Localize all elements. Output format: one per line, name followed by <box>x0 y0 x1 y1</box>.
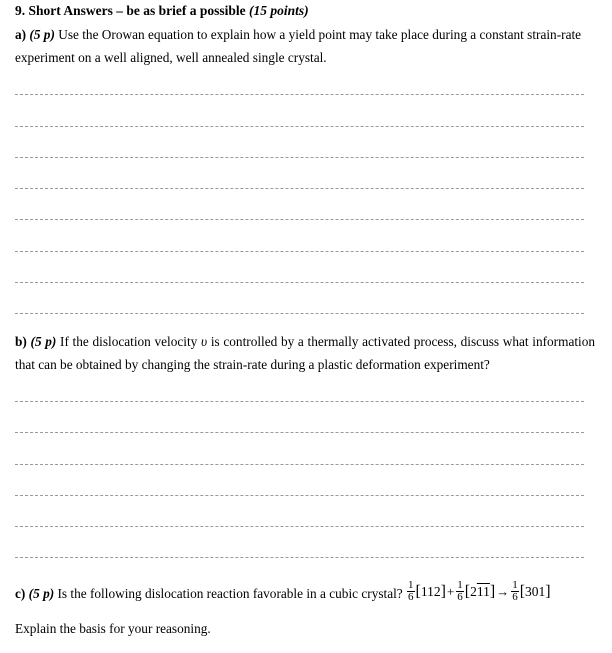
answer-line[interactable] <box>15 401 584 402</box>
burgers-vector-1: [112] <box>415 583 446 601</box>
part-c-followup: Explain the basis for your reasoning. <box>15 621 211 636</box>
answer-line[interactable] <box>15 94 584 95</box>
answer-line[interactable] <box>15 313 584 314</box>
fraction-term-3: $\frac{1}{6}$ <box>512 579 518 604</box>
part-a-prompt <box>15 23 595 69</box>
part-b-prompt <box>15 330 595 376</box>
part-b-text-after: is controlled by a thermally activated process, discuss what information that can be obtained by changing the strain-rate during a plastic deformation experiment? <box>15 334 596 372</box>
fraction-term-1: $\frac{1}{6}$ <box>408 579 414 604</box>
answer-line[interactable] <box>15 464 584 465</box>
plus-sign: + <box>446 584 455 600</box>
arrow-sign: → <box>496 584 510 600</box>
dislocation-reaction <box>406 579 551 603</box>
answer-line[interactable] <box>15 251 584 252</box>
part-b-label: b) (5 p) <box>15 334 57 349</box>
burgers-vector-2: [211] <box>464 583 496 601</box>
question-title <box>15 3 309 19</box>
part-c-label: c) (5 p) <box>15 586 55 601</box>
part-c-prompt <box>15 579 595 607</box>
question-points: (15 points) <box>249 3 309 18</box>
part-c-text: Is the following dislocation reaction favorable in a cubic crystal? <box>57 586 403 601</box>
part-a-text: Use the Orowan equation to explain how a yield point may take place during a constant strain-rate experiment on a well aligned, well annealed single crystal. <box>15 27 582 65</box>
answer-line[interactable] <box>15 188 584 189</box>
answer-line[interactable] <box>15 432 584 433</box>
part-a-label: a) (5 p) <box>15 27 55 42</box>
answer-line[interactable] <box>15 557 584 558</box>
part-b-text-before: If the dislocation velocity <box>60 334 198 349</box>
answer-line[interactable] <box>15 495 584 496</box>
answer-line[interactable] <box>15 126 584 127</box>
answer-line[interactable] <box>15 219 584 220</box>
answer-line[interactable] <box>15 157 584 158</box>
answer-line[interactable] <box>15 526 584 527</box>
answer-line[interactable] <box>15 282 584 283</box>
fraction-term-2: $\frac{1}{6}$ <box>457 579 463 604</box>
burgers-vector-3: [301] <box>519 583 551 601</box>
velocity-symbol: υ <box>201 334 208 349</box>
question-heading: 9. Short Answers – be as brief a possible <box>15 3 246 18</box>
